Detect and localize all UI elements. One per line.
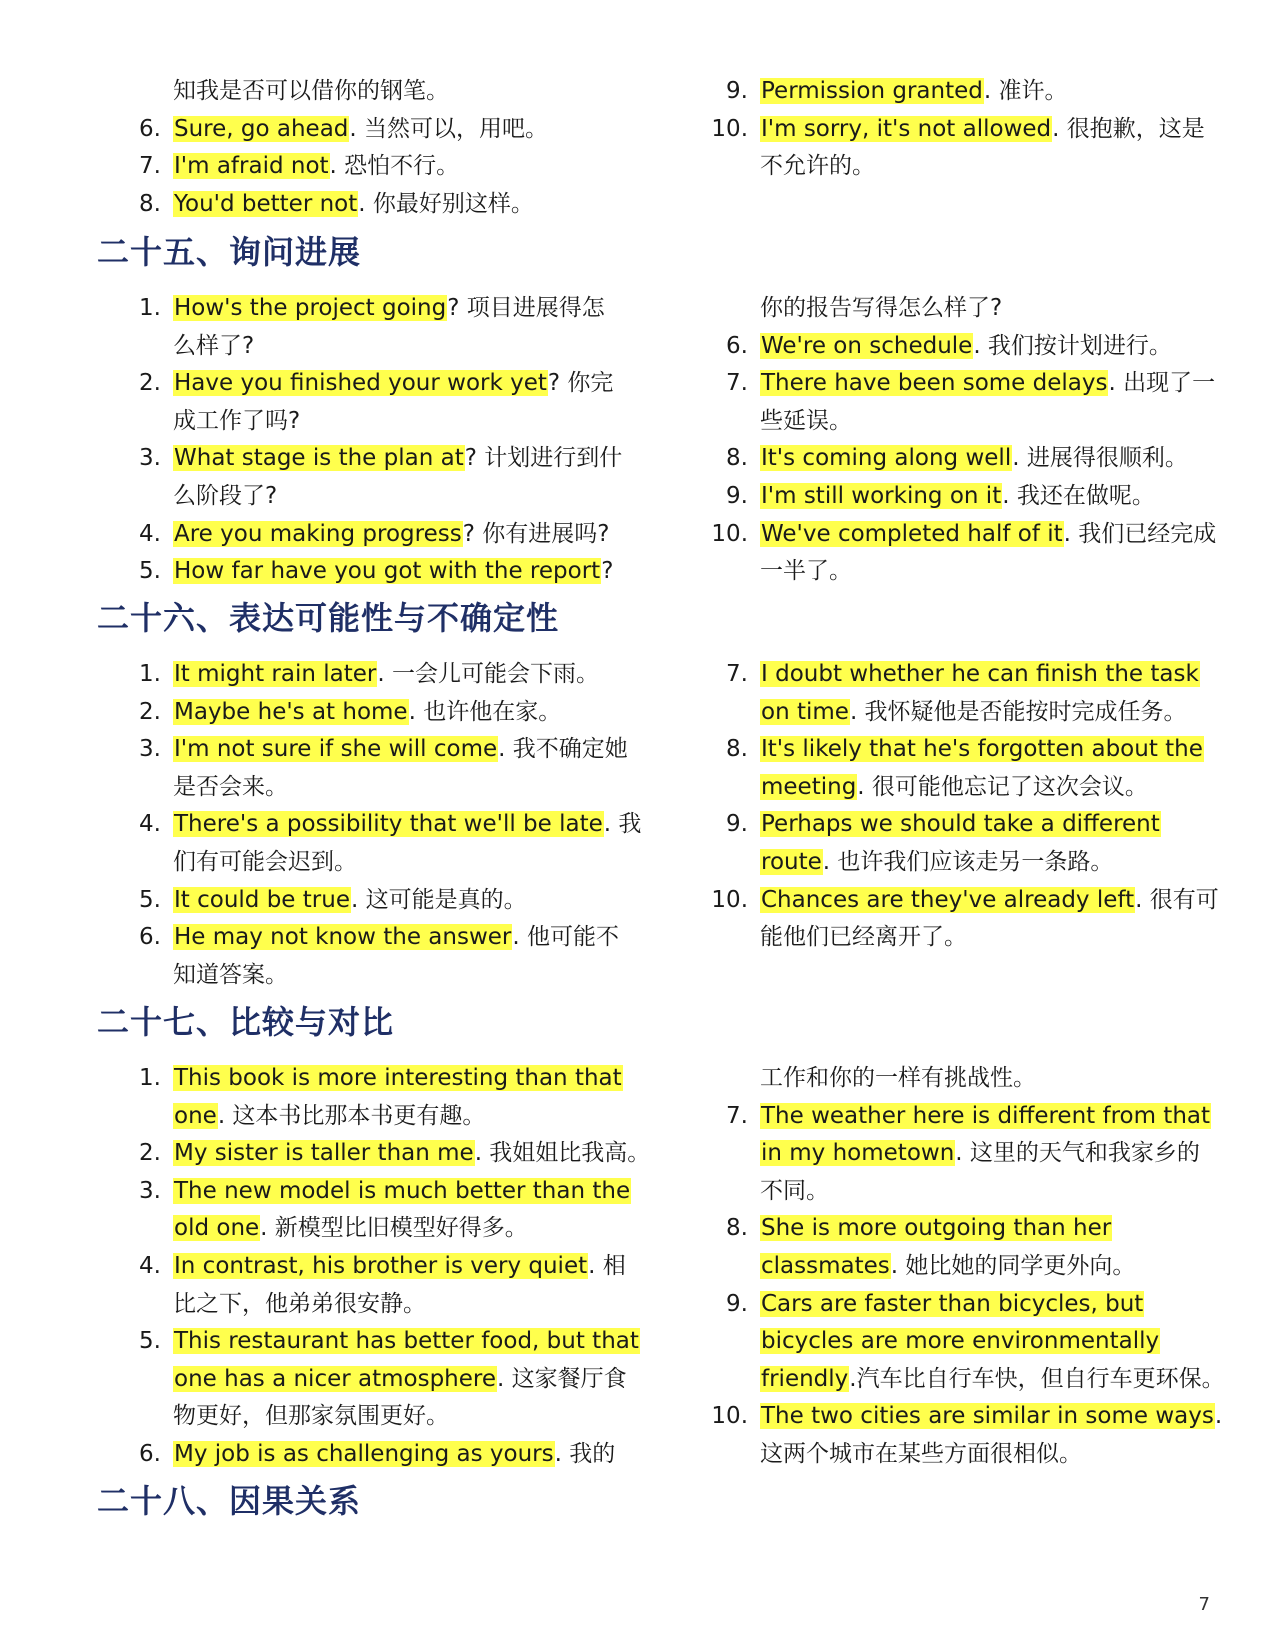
highlighted-english: It's likely that he's forgotten about the xyxy=(761,736,1203,763)
item-line xyxy=(760,1364,1225,1394)
translation-text: . 我还在做呢。 xyxy=(1002,483,1155,509)
item-number: 7. xyxy=(139,153,161,180)
highlighted-english: bicycles are more environmentally xyxy=(761,1328,1160,1355)
translation-text: 成工作了吗? xyxy=(173,407,301,434)
translation-text: . 我姐姐比我高。 xyxy=(474,1140,651,1167)
translation-text: 么样了? xyxy=(173,332,255,359)
item-number: 5. xyxy=(139,558,161,585)
highlighted-english: There's a possibility that we'll be late xyxy=(174,811,603,838)
highlighted-english: She is more outgoing than her xyxy=(761,1215,1112,1242)
item-line xyxy=(760,556,852,586)
highlighted-english: The new model is much better than the xyxy=(174,1177,631,1204)
item-line xyxy=(760,331,1172,361)
translation-text: 你的报告写得怎么样了? xyxy=(760,295,1003,321)
highlighted-english: I'm not sure if she will come xyxy=(174,736,498,763)
item-number: 10. xyxy=(711,520,748,547)
item-line xyxy=(760,847,1113,877)
item-line xyxy=(173,1176,631,1206)
translation-text: . 很有可 xyxy=(1135,886,1219,913)
item-line xyxy=(173,1326,640,1356)
translation-text: . 当然可以，用吧。 xyxy=(349,115,549,142)
highlighted-english: Have you finished your work yet xyxy=(174,370,547,397)
highlighted-english: In contrast, his brother is very quiet xyxy=(174,1253,588,1279)
item-number: 10. xyxy=(711,1403,748,1430)
item-line xyxy=(173,1289,426,1319)
item-number: 3. xyxy=(139,736,161,763)
section-heading: 二十五、询问进展 xyxy=(97,233,362,271)
translation-text: . 这本书比那本书更有趣。 xyxy=(217,1102,486,1129)
highlighted-english: Perhaps we should take a different xyxy=(761,811,1160,838)
item-number: 7. xyxy=(726,661,748,687)
translation-text: 一半了。 xyxy=(760,558,852,585)
translation-text: 这两个城市在某些方面很相似。 xyxy=(760,1441,1082,1467)
highlighted-english: one has a nicer atmosphere xyxy=(174,1365,497,1392)
highlighted-english: He may not know the answer xyxy=(174,924,512,951)
highlighted-english: in my hometown xyxy=(761,1140,955,1167)
item-number: 6. xyxy=(726,332,748,359)
translation-text: . xyxy=(1214,1403,1223,1430)
section-heading: 二十八、因果关系 xyxy=(97,1482,362,1520)
item-line xyxy=(173,519,609,549)
translation-text: ? xyxy=(601,558,614,585)
item-line xyxy=(173,76,449,106)
highlighted-english: I'm still working on it xyxy=(761,483,1002,509)
item-line xyxy=(760,922,967,952)
item-line xyxy=(173,368,613,398)
item-line xyxy=(760,1289,1144,1319)
translation-text: . 我的 xyxy=(554,1441,616,1467)
item-line xyxy=(760,885,1219,915)
highlighted-english: classmates xyxy=(761,1253,890,1279)
item-line xyxy=(173,922,619,952)
item-line xyxy=(760,76,1067,106)
highlighted-english: We've completed half of it xyxy=(761,520,1063,547)
translation-text: ? 项目进展得怎 xyxy=(447,295,605,321)
highlighted-english: This book is more interesting than that xyxy=(174,1065,622,1091)
highlighted-english: It might rain later xyxy=(174,661,377,687)
item-line xyxy=(173,189,534,219)
highlighted-english: The two cities are similar in some ways xyxy=(761,1403,1214,1430)
highlighted-english: My sister is taller than me xyxy=(174,1140,474,1167)
item-number: 4. xyxy=(139,520,161,547)
item-number: 2. xyxy=(139,1140,161,1167)
item-line xyxy=(760,443,1188,473)
item-number: 6. xyxy=(139,115,161,142)
item-line xyxy=(173,1401,449,1431)
translation-text: . 这里的天气和我家乡的 xyxy=(955,1140,1200,1167)
item-line xyxy=(760,772,1148,802)
item-line xyxy=(173,443,622,473)
item-line xyxy=(173,1138,650,1168)
item-line xyxy=(760,1176,829,1206)
highlighted-english: Are you making progress xyxy=(174,520,462,547)
item-line xyxy=(760,406,852,436)
translation-text: . 我不确定她 xyxy=(498,736,628,763)
item-line xyxy=(760,114,1205,144)
translation-text: ? 计划进行到什 xyxy=(464,445,623,472)
highlighted-english: What stage is the plan at xyxy=(174,445,464,472)
translation-text: 知道答案。 xyxy=(173,961,288,988)
item-number: 5. xyxy=(139,1328,161,1355)
item-line xyxy=(760,1251,1135,1281)
highlighted-english: How far have you got with the report xyxy=(174,558,601,585)
highlighted-english: My job is as challenging as yours xyxy=(174,1441,554,1467)
translation-text: . 进展得很顺利。 xyxy=(1012,445,1188,472)
translation-text: . 我们按计划进行。 xyxy=(973,332,1172,359)
section-heading: 二十六、表达可能性与不确定性 xyxy=(97,599,560,637)
item-number: 8. xyxy=(726,1215,748,1242)
item-line xyxy=(173,734,628,764)
item-line xyxy=(760,368,1215,398)
translation-text: . 她比她的同学更外向。 xyxy=(890,1253,1136,1279)
translation-text: 些延误。 xyxy=(760,407,852,434)
translation-text: . 一会儿可能会下雨。 xyxy=(377,661,599,687)
item-number: 3. xyxy=(139,445,161,472)
item-number: 1. xyxy=(139,1065,161,1091)
item-number: 1. xyxy=(139,295,161,321)
highlighted-english: There have been some delays xyxy=(761,370,1108,397)
translation-text: 么阶段了? xyxy=(173,483,278,509)
translation-text: 是否会来。 xyxy=(173,773,288,800)
translation-text: . 准许。 xyxy=(983,78,1068,104)
translation-text: . 我 xyxy=(603,811,642,838)
item-line xyxy=(173,1439,615,1469)
translation-text: 能他们已经离开了。 xyxy=(760,924,967,951)
highlighted-english: This restaurant has better food, but that xyxy=(174,1328,639,1355)
item-number: 1. xyxy=(139,661,161,687)
translation-text: . 出现了一 xyxy=(1108,370,1216,397)
translation-text: 不允许的。 xyxy=(760,153,875,180)
translation-text: .汽车比自行车快，但自行车更环保。 xyxy=(849,1365,1225,1392)
item-number: 6. xyxy=(139,924,161,951)
translation-text: . 新模型比旧模型好得多。 xyxy=(260,1215,528,1242)
highlighted-english: I'm sorry, it's not allowed xyxy=(761,115,1052,142)
item-line xyxy=(760,519,1216,549)
translation-text: 知我是否可以借你的钢笔。 xyxy=(173,78,449,104)
item-line xyxy=(173,809,641,839)
translation-text: ? 你完 xyxy=(547,370,614,397)
translation-text: . 这可能是真的。 xyxy=(350,886,527,913)
item-number: 3. xyxy=(139,1177,161,1204)
translation-text: . 恐怕不行。 xyxy=(329,153,460,180)
translation-text: ? 你有进展吗? xyxy=(462,520,610,547)
item-line xyxy=(173,659,599,689)
item-line xyxy=(760,1138,1200,1168)
item-number: 7. xyxy=(726,1102,748,1129)
highlighted-english: old one xyxy=(174,1215,260,1242)
highlighted-english: friendly xyxy=(761,1365,849,1392)
item-line xyxy=(173,151,459,181)
item-line xyxy=(173,772,288,802)
highlighted-english: You'd better not xyxy=(174,190,358,217)
item-line xyxy=(173,1251,626,1281)
highlighted-english: one xyxy=(174,1102,217,1129)
section-heading: 二十七、比较与对比 xyxy=(97,1003,395,1041)
item-line xyxy=(173,481,277,511)
item-number: 10. xyxy=(711,115,748,142)
translation-text: . 我们已经完成 xyxy=(1063,520,1217,547)
item-line xyxy=(173,1213,528,1243)
translation-text: 物更好，但那家氛围更好。 xyxy=(173,1403,449,1430)
item-line xyxy=(173,406,300,436)
item-number: 4. xyxy=(139,1253,161,1279)
item-number: 9. xyxy=(726,1290,748,1317)
item-line xyxy=(173,960,288,990)
translation-text: . 他可能不 xyxy=(512,924,619,951)
highlighted-english: Sure, go ahead xyxy=(174,115,349,142)
page-number: 7 xyxy=(1198,1594,1210,1615)
item-line xyxy=(760,1439,1082,1469)
highlighted-english: I'm afraid not xyxy=(174,153,329,180)
item-line xyxy=(173,1101,485,1131)
translation-text: . 很抱歉，这是 xyxy=(1052,115,1205,142)
item-number: 8. xyxy=(726,736,748,763)
item-number: 7. xyxy=(726,370,748,397)
translation-text: . 很可能他忘记了这次会议。 xyxy=(857,773,1148,800)
item-line xyxy=(173,1063,623,1093)
item-number: 5. xyxy=(139,886,161,913)
item-number: 9. xyxy=(726,811,748,838)
translation-text: . 相 xyxy=(588,1253,626,1279)
translation-text: 不同。 xyxy=(760,1177,829,1204)
translation-text: 工作和你的一样有挑战性。 xyxy=(760,1065,1036,1091)
item-line xyxy=(173,114,548,144)
item-line xyxy=(760,1326,1160,1356)
highlighted-english: Cars are faster than bicycles, but xyxy=(761,1290,1144,1317)
item-number: 8. xyxy=(139,190,161,217)
item-line xyxy=(760,697,1187,727)
item-line xyxy=(173,331,254,361)
highlighted-english: Permission granted xyxy=(761,78,983,104)
highlighted-english: on time xyxy=(761,698,849,725)
item-number: 2. xyxy=(139,698,161,725)
translation-text: . 也许我们应该走另一条路。 xyxy=(822,849,1114,875)
translation-text: 们有可能会迟到。 xyxy=(173,849,357,875)
translation-text: . 你最好别这样。 xyxy=(358,190,534,217)
item-line xyxy=(173,293,605,323)
item-line xyxy=(760,1401,1222,1431)
item-line xyxy=(173,885,527,915)
item-number: 4. xyxy=(139,811,161,838)
highlighted-english: Chances are they've already left xyxy=(761,886,1135,913)
highlighted-english: I doubt whether he can finish the task xyxy=(761,661,1199,687)
item-line xyxy=(760,809,1161,839)
item-number: 9. xyxy=(726,78,748,104)
item-number: 8. xyxy=(726,445,748,472)
item-line xyxy=(760,734,1204,764)
item-line xyxy=(173,1364,627,1394)
highlighted-english: It could be true xyxy=(174,886,350,913)
item-line xyxy=(760,659,1200,689)
item-number: 2. xyxy=(139,370,161,397)
item-line xyxy=(760,293,1002,323)
translation-text: . 我怀疑他是否能按时完成任务。 xyxy=(849,698,1187,725)
highlighted-english: We're on schedule xyxy=(761,332,973,359)
highlighted-english: Maybe he's at home xyxy=(174,698,408,725)
highlighted-english: meeting xyxy=(761,773,857,800)
highlighted-english: It's coming along well xyxy=(761,445,1012,472)
item-line xyxy=(760,481,1155,511)
item-line xyxy=(760,1101,1211,1131)
highlighted-english: The weather here is different from that xyxy=(761,1102,1211,1129)
item-line xyxy=(173,697,561,727)
item-line xyxy=(760,1063,1036,1093)
item-number: 10. xyxy=(711,886,748,913)
translation-text: 比之下，他弟弟很安静。 xyxy=(173,1290,426,1317)
item-line xyxy=(173,556,613,586)
item-line xyxy=(760,1213,1112,1243)
translation-text: . 也许他在家。 xyxy=(408,698,562,725)
item-number: 6. xyxy=(139,1441,161,1467)
item-line xyxy=(760,151,875,181)
highlighted-english: route xyxy=(761,849,822,875)
highlighted-english: How's the project going xyxy=(174,295,447,321)
item-line xyxy=(173,847,357,877)
translation-text: . 这家餐厅食 xyxy=(497,1365,627,1392)
item-number: 9. xyxy=(726,483,748,509)
